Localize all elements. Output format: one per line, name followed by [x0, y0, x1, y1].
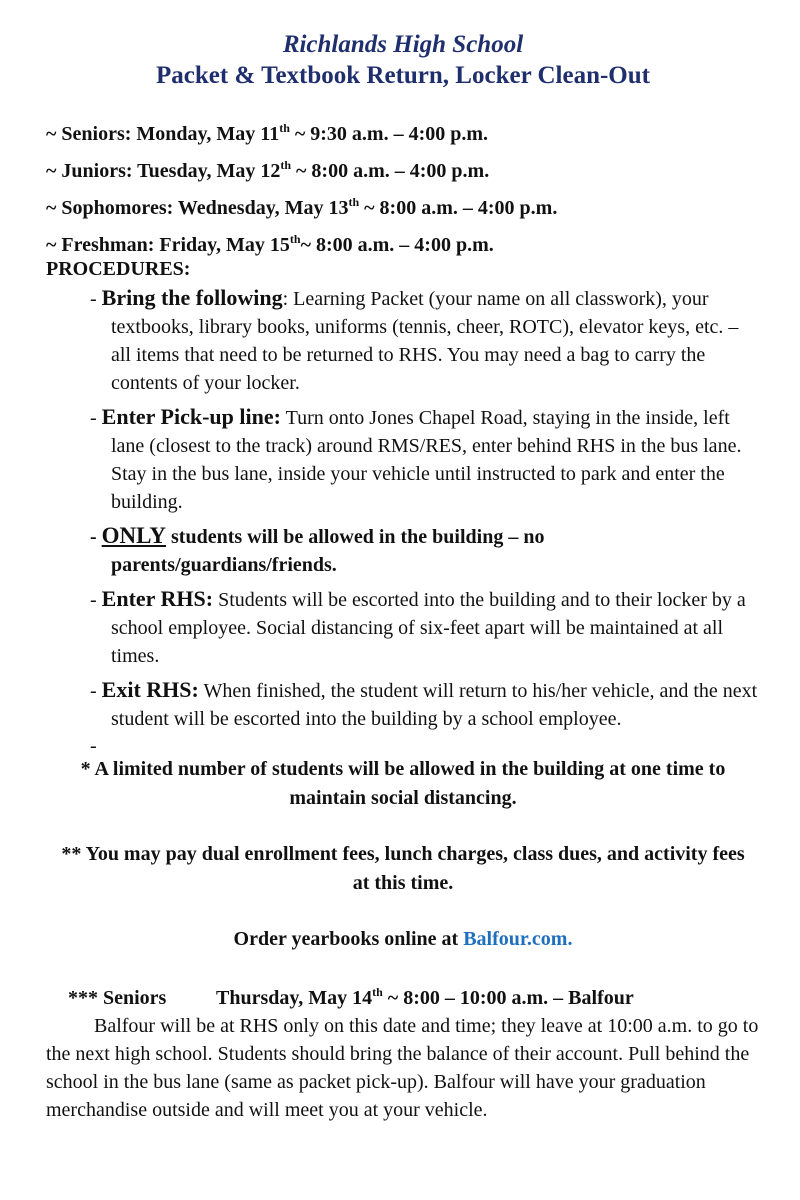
fees-note: ** You may pay dual enrollment fees, lunch charges, class dues, and activity fees at this time.: [61, 843, 745, 894]
list-dash: -: [90, 589, 102, 611]
procedure-exit-rhs: [90, 676, 760, 733]
schedule-line-juniors: [46, 153, 760, 190]
ordinal-suffix: th: [289, 232, 301, 246]
procedure-body: When finished, the student will return to his/her vehicle, and the next student will be escorted into the building by a school employee.: [111, 680, 758, 730]
balfour-link[interactable]: Balfour.com.: [463, 928, 573, 950]
limited-students-note: * A limited number of students will be allowed in the building at one time to maintain social distancing.: [80, 758, 726, 809]
schedule-date: ~ Seniors: Monday, May 11: [46, 123, 280, 145]
procedure-lead: ONLY: [101, 523, 167, 548]
yearbook-text: Order yearbooks online at: [233, 928, 464, 950]
ordinal-suffix: th: [280, 158, 292, 172]
procedure-enter-rhs: [90, 585, 760, 670]
flyer-title: Packet & Textbook Return, Locker Clean-Out: [156, 62, 650, 89]
schedule-time: ~ 8:00 a.m. – 4:00 p.m.: [359, 197, 558, 219]
ordinal-suffix: th: [348, 195, 360, 209]
procedure-pickup-line: [90, 403, 760, 516]
list-dash: -: [90, 526, 102, 548]
schedule-date: ~ Juniors: Tuesday, May 12: [46, 160, 281, 182]
procedure-students-only: [90, 522, 760, 579]
schedule-time: ~ 8:00 a.m. – 4:00 p.m.: [300, 234, 494, 256]
procedure-bring-items: [90, 284, 760, 397]
schedule-date: ~ Freshman: Friday, May 15: [46, 234, 290, 256]
ordinal-suffix: th: [279, 121, 290, 135]
ordinal-suffix: th: [372, 985, 383, 999]
balfour-date: *** Seniors Thursday, May 14: [68, 987, 373, 1009]
list-dash: -: [90, 288, 102, 310]
balfour-time: ~ 8:00 – 10:00 a.m. – Balfour: [382, 987, 634, 1009]
list-dash: -: [90, 407, 102, 429]
balfour-details: Balfour will be at RHS only on this date and time; they leave at 10:00 a.m. to go to the next high school. Students should bring the balance of their account. Pull behind the school in the bus lane (same as packet pick-up). Balfour will have your graduation merchandise outside and will meet you at your vehicle.: [46, 1015, 759, 1121]
schedule-time: ~ 9:30 a.m. – 4:00 p.m.: [289, 123, 489, 145]
procedure-body: : Learning Packet (your name on all classwork), your textbooks, library books, uniforms (tennis, cheer, ROTC), elevator keys, etc. – all items that need to be returned to RHS. You may need a bag to carry the contents of your locker.: [111, 288, 739, 394]
procedure-body: students will be allowed in the building – no parents/guardians/friends.: [111, 526, 545, 576]
schedule-line-sophomores: [46, 190, 760, 227]
procedure-lead: Enter RHS:: [101, 586, 214, 611]
schedule-time: ~ 8:00 a.m. – 4:00 p.m.: [291, 160, 490, 182]
procedure-lead: Exit RHS:: [101, 677, 199, 702]
schedule-date: ~ Sophomores: Wednesday, May 13: [46, 197, 349, 219]
class-schedule: [46, 116, 760, 264]
school-name: Richlands High School: [282, 31, 524, 58]
procedure-lead: Bring the following: [101, 285, 283, 310]
procedure-lead: Enter Pick-up line:: [101, 404, 281, 429]
flyer-header: [46, 30, 760, 92]
balfour-heading: [46, 984, 760, 1012]
list-dash: -: [90, 680, 102, 702]
procedure-body: Students will be escorted into the building and to their locker by a school employee. Social distancing of six-feet apart will be maintained at all times.: [111, 589, 746, 667]
trailing-dash: -: [90, 735, 97, 757]
procedures-list: [90, 284, 760, 733]
procedures-heading: PROCEDURES:: [46, 258, 191, 280]
yearbook-note: [56, 925, 750, 954]
procedure-body: Turn onto Jones Chapel Road, staying in the inside, left lane (closest to the track) around RMS/RES, enter behind RHS in the bus lane. Stay in the bus lane, inside your vehicle until instructed to park and enter the building.: [111, 407, 742, 513]
schedule-line-seniors: [46, 116, 760, 153]
